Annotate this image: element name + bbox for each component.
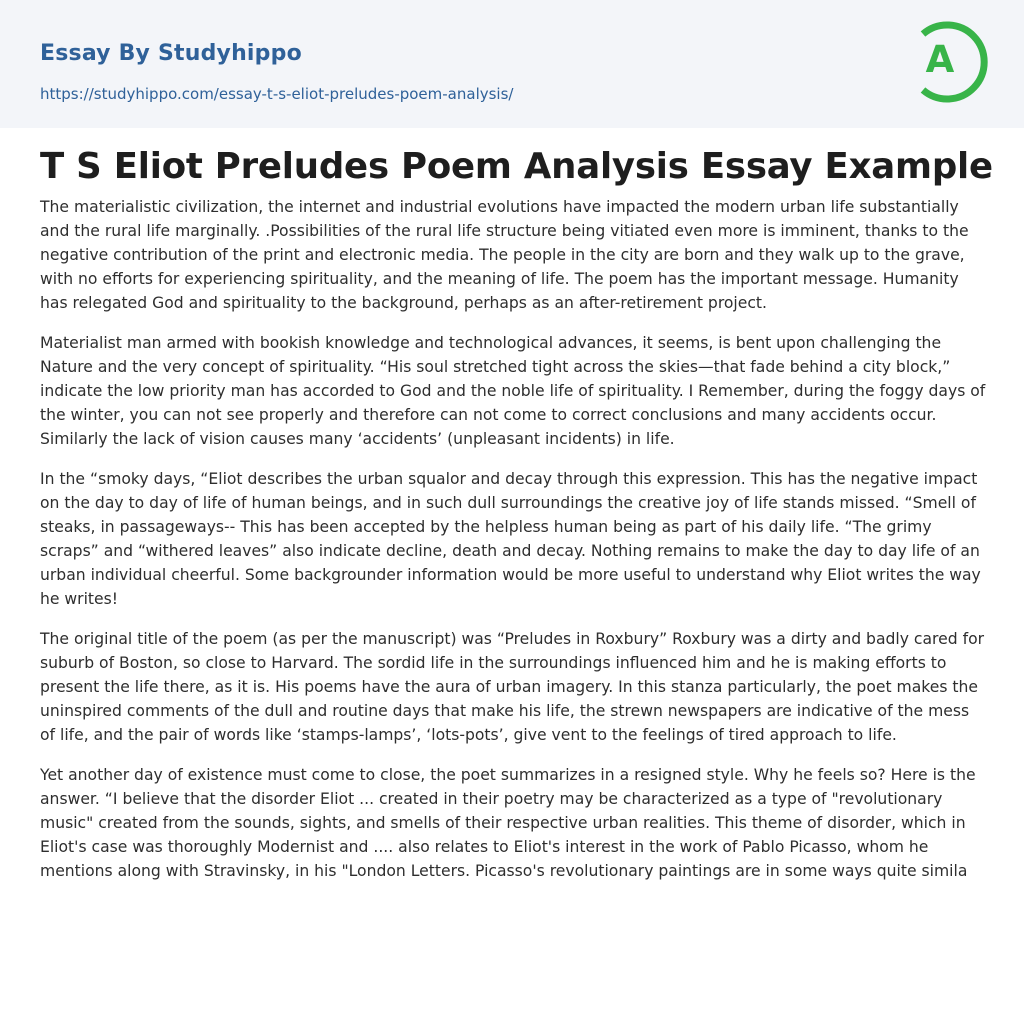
site-brand[interactable]: Essay By Studyhippo <box>40 41 302 66</box>
article-title: T S Eliot Preludes Poem Analysis Essay Example <box>40 146 993 187</box>
article-paragraph: In the “smoky days, “Eliot describes the urban squalor and decay through this expression. This has the negative impact on the day to day of life of human beings, and in such dull surroundings the creative joy of life stands missed. “Smell of steaks, in passageways-- This has been accepted by the helpless human being as part of his daily life. “The grimy scraps” and “withered leaves” also indicate decline, death and decay. Nothing remains to make the day to day life of an urban individual cheerful. Some backgrounder information would be more useful to understand why Eliot writes the way he writes! <box>40 470 981 608</box>
studyhippo-logo[interactable] <box>912 18 988 106</box>
site-header <box>0 0 1024 128</box>
logo-letter: A <box>925 38 955 81</box>
article-paragraph: The materialistic civilization, the internet and industrial evolutions have impacted the modern urban life substantially and the rural life marginally. .Possibilities of the rural life structure being vitiated even more is imminent, thanks to the negative contribution of the print and electronic media. The people in the city are born and they walk up to the grave, with no efforts for experiencing spirituality, and the meaning of life. The poem has the important message. Humanity has relegated God and spirituality to the background, perhaps as an after-retirement project. <box>40 198 969 312</box>
article-paragraph: Materialist man armed with bookish knowledge and technological advances, it seems, is bent upon challenging the Nature and the very concept of spirituality. “His soul stretched tight across the skies—that fade behind a city block,” indicate the low priority man has accorded to God and the noble life of spirituality. I Remember, during the foggy days of the winter, you can not see properly and therefore can not come to correct conclusions and many accidents occur. Similarly the lack of vision causes many ‘accidents’ (unpleasant incidents) in life. <box>40 334 986 448</box>
article-paragraph: Yet another day of existence must come to close, the poet summarizes in a resigned style. Why he feels so? Here is the answer. “I believe that the disorder Eliot ... created in their poetry may be characterized as a type of "revolutionary music" created from the sounds, sights, and smells of their respective urban realities. This theme of disorder, which in Eliot's case was thoroughly Modernist and .... also relates to Eliot's interest in the work of Pablo Picasso, whom he mentions along with Stravinsky, in his "London Letters. Picasso's revolutionary paintings are in some ways quite simila <box>40 766 976 880</box>
article-url-link[interactable]: https://studyhippo.com/essay-t-s-eliot-preludes-poem-analysis/ <box>40 85 514 103</box>
article-paragraph: The original title of the poem (as per the manuscript) was “Preludes in Roxbury” Roxbury was a dirty and badly cared for suburb of Boston, so close to Harvard. The sordid life in the surroundings influenced him and he is making efforts to present the life there, as it is. His poems have the aura of urban imagery. In this stanza particularly, the poet makes the uninspired comments of the dull and routine days that make his life, the strewn newspapers are indicative of the mess of life, and the pair of words like ‘stamps-lamps’, ‘lots-pots’, give vent to the feelings of tired approach to life. <box>40 630 985 744</box>
article-body <box>40 195 988 899</box>
